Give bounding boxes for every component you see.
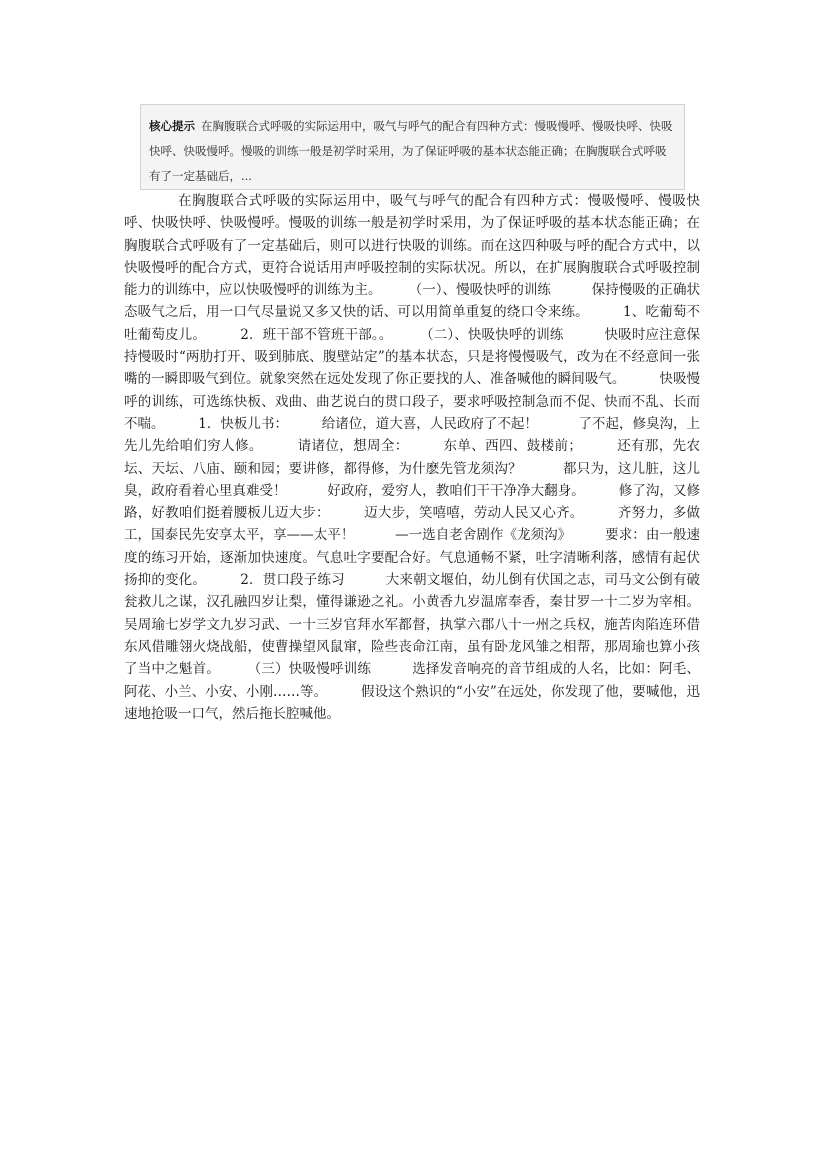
core-summary-box <box>140 104 685 190</box>
summary-text: 在胸腹联合式呼吸的实际运用中，吸气与呼气的配合有四种方式：慢吸慢呼、慢吸快呼、快吸快呼、快吸慢呼。慢吸的训练一般是初学时采用，为了保证呼吸的基本状态能正确；在胸腹联合式呼吸有了一定基础后，... <box>149 119 673 183</box>
summary-label: 核心提示 <box>149 119 195 133</box>
article-body: 在胸腹联合式呼吸的实际运用中，吸气与呼气的配合有四种方式：慢吸慢呼、慢吸快呼、快吸快呼、快吸慢呼。慢吸的训练一般是初学时采用，为了保证呼吸的基本状态能正确；在胸腹联合式呼吸有了一定基础后，则可以进行快吸的训练。而在这四种吸与呼的配合方式中，以快吸慢呼的配合方式，更符合说话用声呼吸控制的实际状况。所以，在扩展胸腹联合式呼吸控制能力的训练中，应以快吸慢呼的训练为主。 （一）、慢吸快呼的训练 保持慢吸的正确状态吸气之后，用一口气尽量说又多又快的话、可以用简单重复的绕口令来练。 1、吃葡萄不吐葡萄皮儿。 2．班干部不管班干部。。 （二）、快吸快呼的训练 快吸时应注意保持慢吸时“两肋打开、吸到肺底、腹壁站定”的基本状态，只是将慢慢吸气，改为在不经意间一张嘴的一瞬即吸气到位。就象突然在远处发现了你正要找的人、准备喊他的瞬间吸气。 快吸慢呼的训练，可选练快板、戏曲、曲艺说白的贯口段子，要求呼吸控制急而不促、快而不乱、长而不喘。 1．快板儿书： 给诸位，道大喜，人民政府了不起！ 了不起，修臭沟，上先儿先给咱们穷人修。 请诸位，想周全： 东单、西四、鼓楼前； 还有那，先农坛、天坛、八庙、颐和园；要讲修，都得修，为什麽先管龙须沟？ 都只为，这儿脏，这儿臭，政府看着心里真难受！ 好政府，爱穷人，教咱们干干净净大翻身。 修了沟，又修路，好教咱们挺着腰板儿迈大步： 迈大步，笑嘻嘻，劳动人民又心齐。 齐努力，多做工，国泰民先安享太平，享——太平！ —一选自老舍剧作《龙须沟》 要求：由一般速度的练习开始，逐渐加快速度。气息吐字要配合好。气息通畅不紧，吐字清晰利落，感情有起伏扬抑的变化。 2．贯口段子练习 大来朝文堰伯，幼儿倒有伏国之志，司马文公倒有破瓮救儿之谋，汉孔融四岁让梨，懂得谦逊之礼。小黄香九岁温席奉香，秦甘罗一十二岁为宰相。吴周瑜七岁学文九岁习武、一十三岁官拜水军都督，执掌六郡八十一州之兵权，施苦肉陷连环借东风借雕翎火烧战船，使曹操望风鼠窜，险些丧命江南，虽有卧龙风雏之相帮，那周瑜也算小孩了当中之魁首。 （三）快吸慢呼训练 选择发音响亮的音节组成的人名，比如：阿毛、阿花、小兰、小安、小刚……等。 假设这个熟识的“小安”在远处，你发现了他，要喊他，迅速地抢吸一口气，然后拖长腔喊他。 <box>124 193 700 722</box>
